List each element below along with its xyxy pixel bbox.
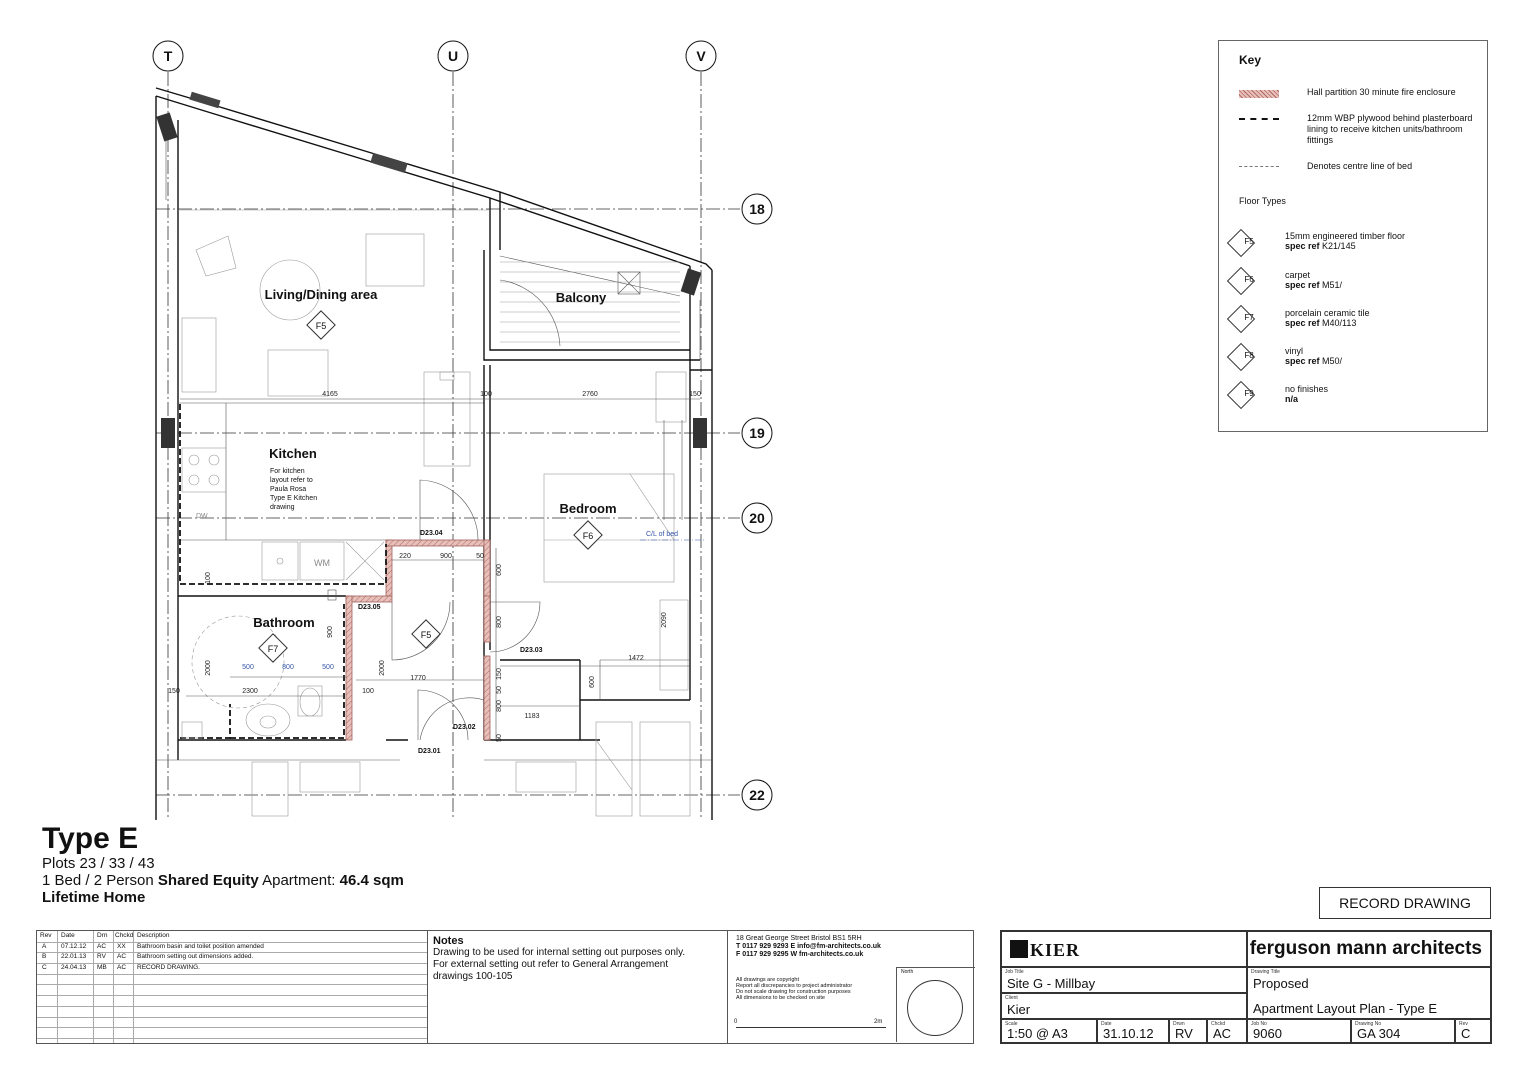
- rev-col-drn: Drn: [97, 932, 108, 939]
- revision-table: [37, 931, 428, 1043]
- floor-tag-bedroom: [574, 521, 602, 549]
- rev-cell: [1455, 1019, 1491, 1043]
- revision-row-empty: [37, 1027, 427, 1039]
- floor-tag-bathroom: [259, 634, 287, 662]
- drawing-title-label: Drawing Title: [1251, 969, 1280, 975]
- grid-label-u: U: [447, 48, 459, 64]
- type-bed-person: 1 Bed / 2 Person: [42, 872, 158, 889]
- scale-cell: [1001, 1019, 1097, 1043]
- kitchen-note-line3: Paula Rosa: [270, 486, 307, 493]
- client-label: Client: [1005, 995, 1018, 1001]
- dim-50-hall: 50: [476, 553, 484, 560]
- drawn-cell: [1169, 1019, 1207, 1043]
- centre-line-swatch: [1239, 166, 1279, 167]
- north-box: [896, 967, 975, 1042]
- fma-logo-cell: [1247, 931, 1491, 967]
- grid-label-v: V: [696, 48, 706, 64]
- drawn-label: Drwn: [1173, 1021, 1185, 1027]
- grid-bubble-v: [686, 41, 716, 71]
- job-title-value: Site G - Millbay: [1007, 976, 1096, 991]
- floor-type-code: F7: [1244, 313, 1254, 322]
- dim-600-hall: 600: [496, 564, 503, 576]
- floor-type-ref: M51/: [1322, 280, 1343, 290]
- address-fax: F 0117 929 9295 W fm-architects.co.uk: [736, 951, 864, 958]
- floor-tag-living-label: F5: [315, 321, 327, 331]
- dashed-line-swatch: [1239, 118, 1279, 120]
- key-title: Key: [1239, 53, 1262, 67]
- floor-tag-living: [307, 311, 335, 339]
- dim-150-bath: 150: [168, 688, 180, 695]
- job-no-cell: [1247, 1019, 1351, 1043]
- scale-bar-zero: 0: [734, 1019, 738, 1025]
- floor-type-code: F6: [1244, 275, 1254, 284]
- type-lifetime-home: Lifetime Home: [42, 889, 146, 906]
- revision-notes-panel: [36, 930, 974, 1044]
- notes-line: Drawing to be used for internal setting out purposes only.: [433, 947, 686, 958]
- floor-type-code: F5: [1244, 237, 1254, 246]
- rev-col-rev: Rev: [40, 932, 52, 939]
- scale-label: Scale: [1005, 1021, 1018, 1027]
- dim-220: 220: [399, 553, 411, 560]
- door-d2303: D23.03: [520, 647, 543, 654]
- floor-type-name: no finishes: [1285, 384, 1329, 394]
- room-label-living: Living/Dining area: [264, 287, 378, 302]
- date-value: 31.10.12: [1103, 1026, 1154, 1041]
- rev-col-description: Description: [137, 932, 170, 939]
- floor-type-ref-label: spec ref: [1285, 318, 1320, 328]
- disclaimer-line: Report all discrepancies to project administrator: [736, 983, 853, 989]
- rev-cell: B: [42, 953, 47, 961]
- floor-type-code: F9: [1244, 389, 1254, 398]
- floor-type-code: F8: [1244, 351, 1254, 360]
- date-label: Date: [1101, 1021, 1112, 1027]
- dim-800-bath: 800: [282, 664, 294, 671]
- kier-logo-mark-icon: [1010, 940, 1028, 958]
- door-d2305: D23.05: [358, 604, 381, 611]
- rev-cell: 24.04.13: [61, 964, 87, 972]
- balcony-area: [484, 250, 700, 360]
- rev-cell: A: [42, 942, 47, 950]
- grid-label-19: 19: [749, 425, 765, 441]
- drawn-value: RV: [1175, 1026, 1193, 1041]
- type-title: Type E: [42, 822, 139, 855]
- floor-tag-hall: [412, 620, 440, 648]
- record-drawing-stamp: RECORD DRAWING: [1319, 887, 1491, 919]
- drawing-title-cell: [1247, 967, 1491, 1019]
- dim-2000-bath: 2000: [205, 660, 212, 676]
- client-cell: [1001, 993, 1247, 1019]
- address-tel: T 0117 929 9293 E info@fm-architects.co.uk: [736, 943, 881, 950]
- rev-label: Rev: [1459, 1021, 1468, 1027]
- grid-bubble-22: [742, 780, 772, 810]
- date-cell: [1097, 1019, 1169, 1043]
- drawing-no-value: GA 304: [1357, 1026, 1401, 1041]
- grid-label-18: 18: [749, 201, 765, 217]
- dim-50-hall-c: 50: [496, 734, 503, 742]
- dim-100-bath: 100: [362, 688, 374, 695]
- job-title-label: Job Title: [1005, 969, 1024, 975]
- kitchen-note-line1: For kitchen: [270, 468, 305, 475]
- north-arrow-icon: [907, 980, 963, 1036]
- rev-cell: AC: [117, 964, 127, 972]
- rev-cell: AC: [97, 942, 107, 950]
- floor-tag-bedroom-label: F6: [582, 531, 594, 541]
- dimension-lines: [180, 399, 700, 740]
- notes-title: Notes: [433, 935, 464, 947]
- dim-100-top: 100: [480, 391, 492, 398]
- rev-cell: C: [42, 964, 47, 972]
- dim-1183: 1183: [524, 713, 540, 720]
- dim-150-top: 150: [689, 391, 701, 398]
- room-label-kitchen: Kitchen: [269, 446, 317, 461]
- type-plots: Plots 23 / 33 / 43: [42, 855, 155, 872]
- kier-logo-text: KIER: [1030, 940, 1081, 960]
- living-furniture: [178, 210, 686, 466]
- fma-logo-text: ferguson mann architects: [1249, 938, 1482, 959]
- kier-logo-cell: [1001, 931, 1247, 967]
- fire-hatch-swatch: [1239, 90, 1279, 98]
- dim-900-hall: 900: [440, 553, 452, 560]
- floor-type-ref-label: spec ref: [1285, 241, 1320, 251]
- floor-tag-hall-label: F5: [420, 630, 432, 640]
- rev-col-chckd: Chckd: [115, 932, 134, 939]
- centre-line-bed-label: C/L of bed: [646, 531, 679, 538]
- floor-type-name: porcelain ceramic tile: [1285, 308, 1370, 318]
- dim-2300: 2300: [242, 688, 258, 695]
- door-d2301: D23.01: [418, 748, 441, 755]
- dim-4165: 4165: [322, 391, 338, 398]
- grid-bubble-19: [742, 418, 772, 448]
- room-label-bathroom: Bathroom: [253, 615, 315, 630]
- floor-types-title: Floor Types: [1239, 196, 1286, 206]
- dim-1472: 1472: [628, 655, 644, 662]
- type-tenure: Shared Equity: [157, 872, 259, 889]
- notes-line: drawings 100-105: [433, 971, 513, 982]
- kier-logo: [1010, 940, 1080, 961]
- job-no-value: 9060: [1253, 1026, 1282, 1041]
- rev-cell: Bathroom basin and toilet position amended: [137, 942, 264, 950]
- address-street: 18 Great George Street Bristol BS1 5RH: [736, 935, 862, 942]
- north-label: North: [901, 969, 914, 975]
- rev-cell: 07.12.12: [61, 942, 87, 950]
- grid-bubble-20: [742, 503, 772, 533]
- drawing-title-line1: Proposed: [1253, 976, 1309, 991]
- dishwasher-label: DW: [196, 513, 208, 520]
- rev-cell: RECORD DRAWING.: [137, 964, 200, 972]
- dim-900-bath: 900: [327, 626, 334, 638]
- apartment-type-heading: [42, 823, 404, 906]
- lower-corridor: [156, 722, 712, 816]
- floor-type-ref: K21/145: [1322, 241, 1356, 251]
- key-plywood-text: 12mm WBP plywood behind plasterboard lining to receive kitchen units/bathroom fittings: [1307, 113, 1473, 145]
- key-hall-text: Hall partition 30 minute fire enclosure: [1307, 87, 1456, 97]
- notes-line: For external setting out refer to General Arrangement: [433, 959, 669, 970]
- dim-2090: 2090: [661, 612, 668, 628]
- key-bedline-text: Denotes centre line of bed: [1307, 161, 1413, 171]
- grid-bubble-u: [438, 41, 468, 71]
- kitchen-note-line2: layout refer to: [270, 477, 313, 484]
- rev-cell: 22.01.13: [61, 953, 87, 961]
- architect-address: [727, 931, 976, 1043]
- kitchen-note-line4: Type E Kitchen: [270, 495, 318, 502]
- drawing-title-line2: Apartment Layout Plan - Type E: [1253, 1001, 1438, 1016]
- grid-label-t: T: [163, 48, 173, 64]
- rev-cell: MB: [97, 964, 107, 972]
- dim-1770: 1770: [410, 675, 426, 682]
- dim-600-bed: 600: [589, 676, 596, 688]
- floor-type-name: 15mm engineered timber floor: [1285, 231, 1406, 241]
- scale-value: 1:50 @ A3: [1007, 1026, 1068, 1041]
- scale-bar-2m: 2m: [874, 1019, 883, 1025]
- dim-2760: 2760: [582, 391, 598, 398]
- floor-type-ref: M50/: [1322, 356, 1343, 366]
- scale-bar: [736, 1027, 886, 1028]
- disclaimer-line: All dimensions to be checked on site: [736, 995, 825, 1001]
- dim-50-hall-b: 50: [496, 686, 503, 694]
- door-d2302: D23.02: [453, 724, 476, 731]
- dim-800-hall-b: 800: [496, 700, 503, 712]
- disclaimer-line: Do not scale drawing for construction purposes: [736, 989, 851, 995]
- grid-bubble-18: [742, 194, 772, 224]
- drawing-no-label: Drawing No: [1355, 1021, 1382, 1027]
- job-no-label: Job No: [1251, 1021, 1267, 1027]
- dim-800-hall: 800: [496, 616, 503, 628]
- floor-type-ref-label: spec ref: [1285, 356, 1320, 366]
- rev-cell: AC: [117, 953, 127, 961]
- room-label-bedroom: Bedroom: [559, 501, 617, 516]
- type-description: [42, 872, 404, 889]
- checked-value: AC: [1213, 1026, 1232, 1041]
- drawing-no-cell: [1351, 1019, 1455, 1043]
- checked-label: Chckd: [1211, 1021, 1226, 1027]
- notes-section: [433, 935, 723, 983]
- room-label-balcony: Balcony: [555, 290, 607, 305]
- dim-100-kitchen: 100: [205, 572, 212, 584]
- internal-walls: [178, 365, 690, 740]
- kitchen-note-line5: drawing: [270, 504, 295, 511]
- type-apartment-label: Apartment:: [258, 872, 340, 889]
- checked-cell: [1207, 1019, 1247, 1043]
- job-title-cell: [1001, 967, 1247, 993]
- grid-label-22: 22: [749, 787, 765, 803]
- washing-machine-label: WM: [314, 558, 330, 568]
- rev-col-date: Date: [61, 932, 75, 939]
- title-block: [1000, 930, 1492, 1044]
- grid-bubble-t: [153, 41, 183, 71]
- legend-key: [1218, 40, 1488, 432]
- floor-type-ref-label: spec ref: [1285, 280, 1320, 290]
- grid-label-20: 20: [749, 510, 765, 526]
- disclaimer-line: All drawings are copyright: [736, 977, 799, 983]
- dim-2000-hall: 2000: [379, 660, 386, 676]
- dim-500-bath-a: 500: [242, 664, 254, 671]
- floor-type-ref: n/a: [1285, 394, 1299, 404]
- rev-value: C: [1461, 1026, 1471, 1041]
- rev-cell: RV: [97, 953, 106, 961]
- floor-type-name: vinyl: [1285, 346, 1304, 356]
- floor-tag-bathroom-label: F7: [267, 644, 279, 654]
- floor-type-name: carpet: [1285, 270, 1311, 280]
- dim-500-bath-b: 500: [322, 664, 334, 671]
- rev-cell: Bathroom setting out dimensions added.: [137, 953, 254, 961]
- rev-cell: XX: [117, 942, 126, 950]
- type-area: 46.4 sqm: [339, 872, 404, 889]
- client-value: Kier: [1007, 1002, 1031, 1017]
- door-d2304: D23.04: [420, 530, 443, 537]
- floor-type-ref: M40/113: [1322, 318, 1357, 328]
- dim-150-hall: 150: [496, 668, 503, 680]
- external-walls: [156, 88, 712, 820]
- door-swings: [392, 480, 540, 740]
